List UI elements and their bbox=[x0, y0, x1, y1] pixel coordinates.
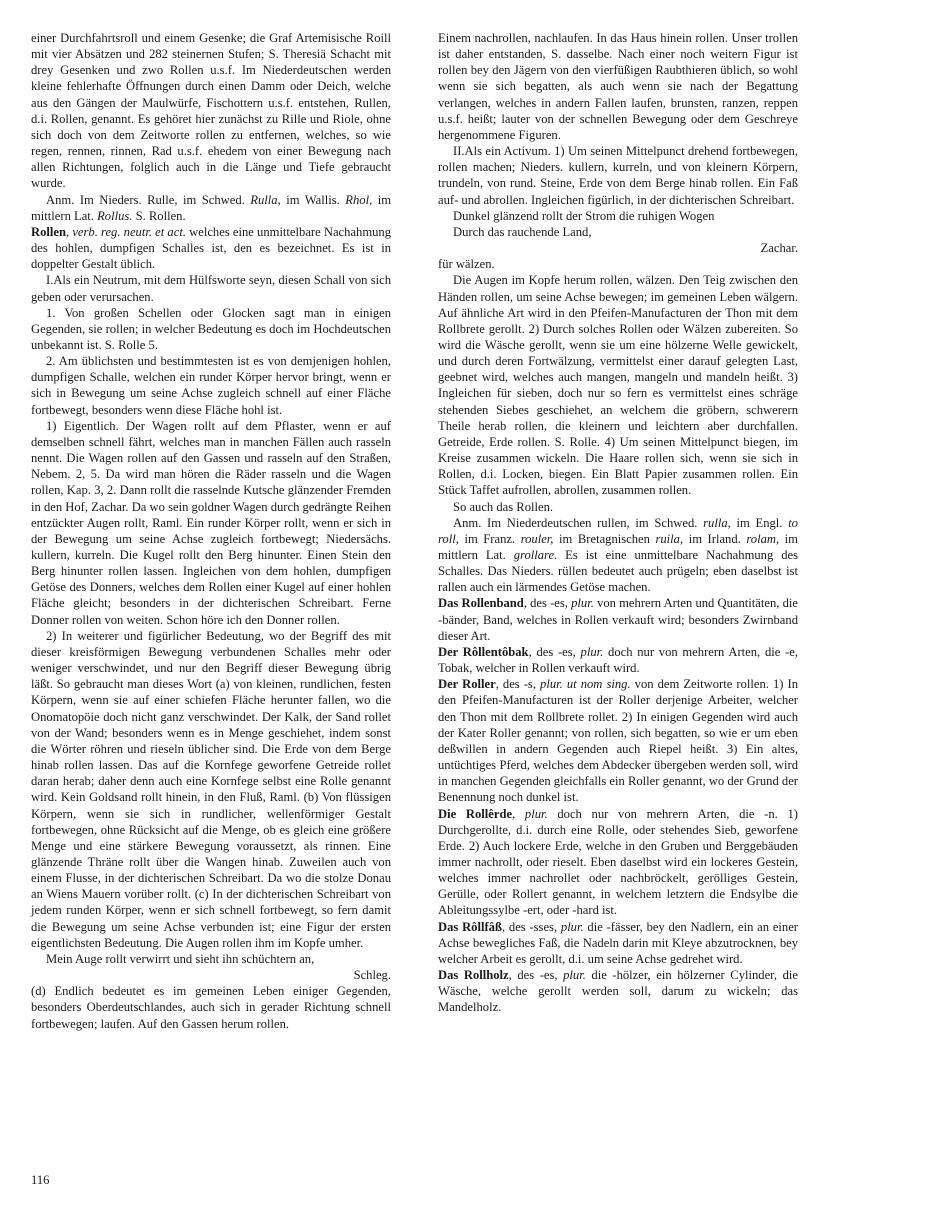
italic-term: to roll, bbox=[438, 515, 798, 546]
text-run: 2) In weiterer und figürlicher Bedeutung, wo der Begriff des mit dieser kreisförmigen Bewegung verbundenen Schalles mehr oder weniger verschwindet, und nur den Begriff dieser Bewegung übrig läßt. So gebraucht man dieses Wort (a) von kleinen, rundlichen, festen Körpern, wenn sie auf einer schiefen Fläche herunter fallen, wo die Onomatopöie doch nicht ganz verschwindet. Der Kalk, der Sand rollet von der Wand; besonders wenn es in Menge geschiehet, indem sonst die Wörter röhren und rieseln üblicher sind. Die Erde von dem Berge hinab rollen lassen. Das auf die Kornfege geworfene Getreide rollet daran herab; daher denn auch eine Kornfege selbst eine Rolle genannt wird. Kein Goldsand rollt hinein, in den Fluß, Raml. (b) Von flüssigen Körpern, wenn sie sich in rundlicher, wellenförmiger Gestalt fortbewegen, ohne Rücksicht auf die Menge, ob es gleich eine größere Menge und eine stärkere Bewegung voraussetzt, als rinnen. Eine glänzende Thräne rollt über die Wangen hinab. Zuweilen auch von einem Flusse, in der dichterischen Schreibart. Da wo die stolze Donau an Wiens Mauern vorüber rollt. (c) In der dichterischen Schreibart von jedem runden Körper, wenn er sich schnell fortbewegt, so fern damit die Bewegung um seine Achse verbunden ist; eine Figur der ersten eigentlichsten Bedeutung. Die Augen rollen ihm im Kopfe umher. bbox=[31, 628, 391, 950]
paragraph bbox=[438, 644, 798, 676]
text-run: So auch das Rollen. bbox=[453, 499, 554, 514]
paragraph bbox=[438, 676, 798, 805]
entry-headword: Der Rôllentôbak bbox=[438, 644, 529, 659]
paragraph bbox=[438, 967, 798, 1015]
text-run: im mittlern Lat. bbox=[31, 192, 391, 223]
italic-term: Rollus. bbox=[97, 208, 133, 223]
italic-term: plur. bbox=[560, 919, 584, 934]
text-run: Durch das rauchende Land, bbox=[453, 224, 592, 239]
italic-term: plur. bbox=[580, 644, 604, 659]
italic-term: plur. bbox=[571, 596, 594, 611]
paragraph bbox=[438, 256, 798, 272]
text-run: die -fässer, bey den Nadlern, ein an einer Achse bewegliches Faß, die Nadeln darin mit Kleye abzutrocknen, bey welcher Arbeit es gerollt, d.i. um seine Achse gedrehet wird. bbox=[438, 919, 798, 966]
text-run: , des -es, bbox=[523, 596, 572, 611]
text-run: , des -s, bbox=[495, 677, 541, 692]
text-run: im Engl. bbox=[730, 515, 789, 530]
text-run: doch nur von mehrern Arten, die -n. 1) Durchgerollte, d.i. durch eine Rolle, oder stehendes Sieb, geworfene Erde. 2) Auch lockere Erde, welche in den Gruben und Berggebäuden immer nachrollt, oder rieselt. Eben daselbst wird ein lockeres Gestein, welches immer nachrollet oder nachbröckelt, gerölliges Gestein, Gerülle, oder Rollert genannt, in welchem letztern die Endsylbe die Ableitungssylbe -ert, oder -hard ist. bbox=[438, 806, 799, 918]
text-run: einer Durchfahrtsroll und einem Gesenke; die Graf Artemisische Roill mit vier Absätzen und 282 steinernen Stufen; S. Theresiä Schacht mit drey Gesenken und zwo Rollen u.s.f. Im Niederdeutschen werden kleine fehlerhafte Öffnungen durch einen Damm oder Deich, welche aus den Gängen der Maulwürfe, Fischottern u.s.f. entstehen, Rullen, d.i. Rollen, genannt. Es gehöret hier zunächst zu Rille und Riole, ohne sich doch von dem Zeitworte rollen zu entfernen, welches, so wie regen, rennen, rinnen, Rad u.s.f. ehedem von einer Bewegung nach allen Richtungen, folglich auch in die Länge und Tiefe gebraucht wurde. bbox=[31, 31, 391, 191]
italic-term: rouler, bbox=[520, 531, 554, 546]
text-run: 1) Eigentlich. Der Wagen rollt auf dem Pflaster, wenn er auf demselben schnell fährt, welches man in manchen Fällen auch rasseln nennt. Die Wagen rollen auf den Gassen und rasseln auf den Straßen, Nebem. 2, 5. Da wird man hören die Räder rasseln und die Wagen rollen, Kap. 3, 2. Dann rollt die rasselnde Kutsche glänzender Fremden in den Hof, Zachar. Da wo sein goldner Wagen durch gedrängte Reihen entzückter Augen rollt, Raml. Ein runder Körper rollt, wenn er sich in der Bewegung um seine Achse zugleich fortbewegt; Niedersächs. kullern, kurreln. Die Kugel rollt den Berg hinunter. Einen Stein den Berg hinunter rollen lassen. Ingleichen von dem hohlen, dumpfigen Getöse des Donners, welches dem Rollen einer Kugel auf einer hohlen Fläche gleicht; besonders in der dichterischen Schreibart. Ferne Donner rollen von weiten. Schon höre ich den Donner rollen. bbox=[31, 418, 392, 627]
paragraph bbox=[438, 806, 798, 919]
text-run: I.Als ein Neutrum, mit dem Hülfsworte seyn, diesen Schall von sich geben oder verursachen. bbox=[31, 273, 391, 304]
text-run: Die Augen im Kopfe herum rollen, wälzen. Den Teig zwischen den Händen rollen, um seine Achse bewegen; im gemeinen Leben wälgern. Auf ähnliche Art wird in den Pfeifen-Manufacturen der Thon mit dem Rollbrete gerollt. 2) Durch solches Rollen oder Wälzen zubereiten. So wird die Wäsche gerollt, wenn sie um eine hölzerne Welle gewickelt, und durch deren Fortwälzung, vermittelst einer darauf gelegten Last, geebnet wird, welches auch mangen, mangeln und mandeln heißt. 3) Ingleichen für sieben, doch nur so fern es vermittelst eines schräge stehenden Siebes geschiehet, an welchem die gröbern, schwerern Theile herab rollen, die kleinern und leichtern aber durchfallen. Getreide, Erde rollen. S. Rolle. 4) Um seinen Mittelpunct biegen, im Kreise zusammen wickeln. Die Haare rollen sich, wenn sie sich in Rollen, d.i. Locken, biegen. Ein Blatt Papier zusammen rollen. Ein Stück Taffet aufrollen, abrollen, zusammen rollen. bbox=[438, 273, 798, 498]
italic-term: grollare. bbox=[513, 548, 558, 562]
paragraph bbox=[438, 919, 798, 967]
entry-headword: Die Rollêrde bbox=[438, 806, 513, 821]
entry-headword: Das Rollenband bbox=[438, 596, 524, 611]
text-run: Es ist eine unmittelbare Nachahmung des Schalles. Das Nieders. rüllen bedeutet auch prügeln; eben daselbst ist rallen auch ein lärmendes Getöse machen. bbox=[438, 548, 798, 595]
text-run: welches eine unmittelbare Nachahmung des hohlen, dumpfigen Schalles ist, den es bezeichnet. Es ist in doppelter Gestalt üblich. bbox=[31, 224, 392, 272]
verse-line bbox=[31, 951, 391, 967]
italic-term: rulla, bbox=[703, 515, 731, 530]
text-run: im mittlern Lat. bbox=[438, 531, 798, 562]
quote-attribution bbox=[31, 967, 391, 983]
text-run: die -hölzer, ein hölzerner Cylinder, die Wäsche, welche gerollt werden soll, darum zu wickeln; das Mandelholz. bbox=[438, 968, 798, 1015]
paragraph bbox=[31, 628, 391, 951]
paragraph bbox=[31, 30, 391, 192]
italic-term: Rulla, bbox=[250, 192, 281, 207]
italic-term: plur. bbox=[563, 968, 586, 983]
italic-term: plur. ut nom sing. bbox=[540, 677, 631, 692]
entry-headword: Das Rôllfâß bbox=[438, 919, 502, 934]
text-run: , bbox=[512, 806, 525, 821]
text-run: für wälzen. bbox=[438, 257, 495, 272]
text-run: 1. Von großen Schellen oder Glocken sagt man in einigen Gegenden, sie rollen; in welcher Bedeutung es doch im Hochdeutschen unbekannt ist. S. Rolle 5. bbox=[31, 305, 391, 352]
italic-term: ruila, bbox=[655, 531, 684, 546]
right-column bbox=[438, 30, 798, 1016]
text-run: Zachar. bbox=[760, 241, 798, 256]
paragraph bbox=[438, 515, 798, 596]
text-run: Anm. Im Nieders. Rulle, im Schwed. bbox=[46, 192, 251, 207]
paragraph bbox=[31, 305, 391, 353]
left-column bbox=[31, 30, 391, 1032]
entry-headword: Das Rollholz bbox=[438, 968, 509, 983]
paragraph bbox=[438, 595, 798, 643]
verse-line bbox=[438, 224, 798, 240]
text-run: Einem nachrollen, nachlaufen. In das Haus hinein rollen. Unser trollen ist daher entstanden, S. dasselbe. Nach einer noch weitern Figur ist rollen bey den Jägern von den vierfüßigen Raubthieren üblich, so wohl wenn sie sich begatten, als auch wenn sie nach der Begattung verlangen, welches in andern Fallen laufen, brunsten, ranzen, reppen u.s.f. heißt; lauter von der schnellen Bewegung oder dem Geschreye hergenommene Figuren. bbox=[438, 31, 798, 142]
text-run: im Bretagnischen bbox=[553, 531, 656, 546]
italic-term: plur. bbox=[524, 806, 548, 821]
text-run: , bbox=[65, 224, 73, 239]
text-run: II.Als ein Activum. 1) Um seinen Mittelpunct drehend fortbewegen, rollen machen; Nieders. kullern, kurreln, und von kleinern Körpern, trundeln, von rund. Steine, Erde von dem Berge hinab rollen. Ein Faß auf- und abrollen. Ingleichen figürlich, in der dichterischen Schreibart. bbox=[438, 144, 798, 207]
text-run: im Irland. bbox=[683, 531, 747, 546]
text-run: Dunkel glänzend rollt der Strom die ruhigen Wogen bbox=[453, 208, 715, 223]
italic-term: Rhol, bbox=[345, 192, 373, 207]
paragraph bbox=[438, 143, 798, 208]
paragraph bbox=[31, 418, 391, 628]
text-run: S. Rollen. bbox=[132, 208, 186, 223]
italic-term: verb. reg. neutr. et act. bbox=[72, 224, 186, 239]
italic-term: rolam, bbox=[746, 531, 780, 546]
page-number: 116 bbox=[31, 1173, 50, 1187]
text-run: Schleg. bbox=[353, 968, 391, 983]
paragraph bbox=[31, 224, 391, 272]
text-run: , des -sses, bbox=[501, 919, 561, 934]
text-run: Anm. Im Niederdeutschen rullen, im Schwed. bbox=[453, 515, 704, 530]
quote-attribution bbox=[438, 240, 798, 256]
paragraph bbox=[31, 353, 391, 418]
text-run: von mehrern Arten und Quantitäten, die -bänder, Band, welches in Rollen verkauft wird; besonders Zwirnband dieser Art. bbox=[438, 596, 799, 643]
paragraph bbox=[438, 30, 798, 143]
paragraph bbox=[31, 272, 391, 304]
text-run: von dem Zeitworte rollen. 1) In den Pfeifen-Manufacturen ist der Roller derjenige Arbeiter, welcher den Thon mit dem Rollbrete rollet. 2) In einigen Gegenden wird auch der Kater Roller genannt; von rollen, sich begatten, so wie er um eben deßwillen in andern Gegenden auch Riepel heißt. 3) Ein altes, untüchtiges Pferd, welches dem Abdecker übergeben werden soll, wird in manchen Gegenden gleichfalls ein Roller genannt, wo der Grund der Benennung noch dunkel ist. bbox=[438, 677, 798, 805]
paragraph bbox=[438, 499, 798, 515]
text-run: im Wallis. bbox=[280, 192, 346, 207]
text-run: , des -es, bbox=[528, 644, 581, 659]
text-run: doch nur von mehrern Arten, die -e, Tobak, welcher in Rollen verkauft wird. bbox=[438, 644, 798, 676]
verse-line bbox=[438, 208, 798, 224]
text-run: im Franz. bbox=[458, 531, 521, 546]
paragraph bbox=[31, 192, 391, 224]
text-run: (d) Endlich bedeutet es im gemeinen Leben einiger Gegenden, besonders Oberdeutschlandes, auch sich in gerader Richtung schnell fortbewegen; laufen. Auf den Gassen herum rollen. bbox=[31, 984, 391, 1031]
paragraph bbox=[31, 983, 391, 1031]
paragraph bbox=[438, 272, 798, 498]
entry-headword: Rollen bbox=[31, 224, 66, 239]
entry-headword: Der Roller bbox=[438, 677, 496, 692]
text-run: , des -es, bbox=[508, 968, 564, 983]
text-run: Mein Auge rollt verwirrt und sieht ihn schüchtern an, bbox=[46, 951, 315, 966]
text-run: 2. Am üblichsten und bestimmtesten ist es von demjenigen hohlen, dumpfigen Schalle, welchen ein runder Körper hervor bringt, wenn er sich in Bewegung um seine Achse zugleich schnell auf einer Fläche fortbewegt, besonders wenn diese Fläche hohl ist. bbox=[31, 354, 391, 417]
